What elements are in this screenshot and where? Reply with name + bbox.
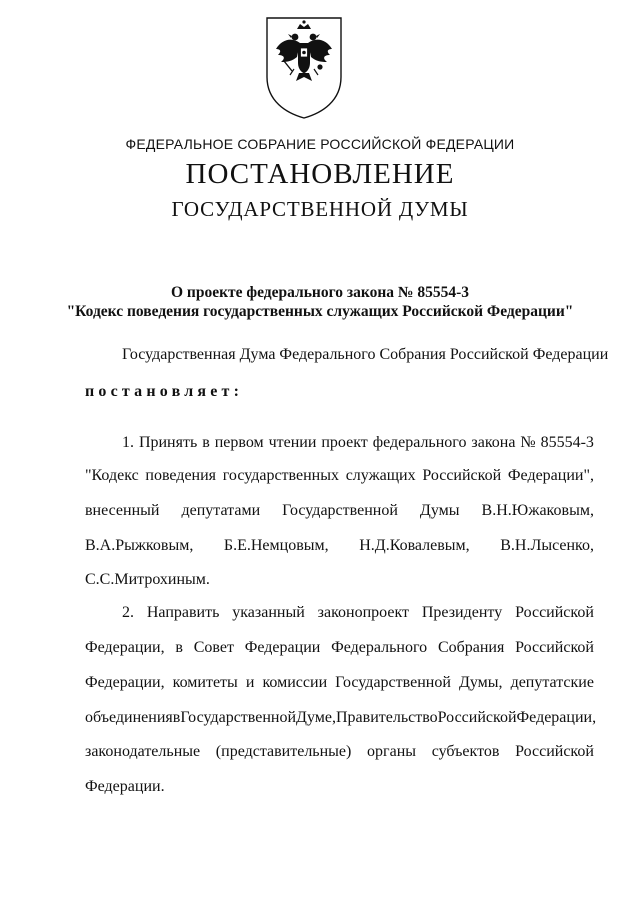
word: В.А.Рыжковым, [85,537,194,554]
word: Президенту [421,604,503,621]
word: государственных [222,467,339,484]
paragraph-2-line [85,709,597,727]
word: Федерального [331,639,428,656]
document-type: ПОСТАНОВЛЕНИЕ [185,158,455,190]
word: Российской [437,709,517,726]
word: Государственной [282,502,398,519]
word: В.Н.Лысенко, [500,537,594,554]
word: служащих [345,467,416,484]
word: Государственной [180,709,297,726]
word: депутатские [510,674,594,691]
word: закона [471,434,516,451]
word: законодательные [85,743,201,760]
paragraph-2-line: Федерации. [85,778,165,795]
word: Совет [193,639,234,656]
word: в [172,709,181,726]
word: депутатами [181,502,261,519]
word: Думы [419,502,460,519]
word: Российской [422,467,502,484]
word: в [202,434,210,451]
subject-line: О проекте федерального закона № 85554-3 [170,284,469,301]
paragraph-1-line [85,467,594,485]
word: № [520,434,536,451]
word: указанный [232,604,305,621]
word: 85554-3 [540,434,594,451]
word: В.Н.Южаковым, [481,502,594,519]
word: и [245,674,255,691]
paragraph-2-line [122,604,594,622]
word: субъектов [431,743,500,760]
preamble: Государственная Дума Федерального Собрания Российской Федерации [122,346,609,363]
word: Принять [138,434,198,451]
word: комитеты [172,674,238,691]
paragraph-1-line [85,502,594,520]
word: Н.Д.Ковалевым, [359,537,470,554]
word: Федерации, [85,639,165,656]
word: комиссии [262,674,328,691]
subject-line: "Кодекс поведения государственных служащих Российской Федерации" [66,303,574,320]
organization-title: ФЕДЕРАЛЬНОЕ СОБРАНИЕ РОССИЙСКОЙ ФЕДЕРАЦИИ [125,136,515,152]
word: Б.Е.Немцовым, [223,537,329,554]
word: Российской [515,743,594,760]
word: федерального [372,434,467,451]
paragraph-2-line [85,639,594,657]
paragraph-1-line [85,537,594,555]
paragraph-2-line [85,743,594,761]
paragraph-1-line [122,434,594,452]
coat-of-arms-icon [264,15,344,121]
word: в [175,639,183,656]
word: чтении [268,434,317,451]
word: Федерации, [85,674,165,691]
word: Государственной [335,674,451,691]
word: Правительство [335,709,438,726]
word: органы [367,743,417,760]
word: 1. [122,434,134,451]
word: Думы, [458,674,503,691]
word: (представительные) [215,743,352,760]
word: законопроект [317,604,409,621]
word: Российской [515,604,594,621]
word: "Кодекс [85,467,139,484]
word: первом [214,434,264,451]
word: Думе, [296,709,336,726]
paragraph-2-line [85,674,594,692]
word: Российской [515,639,594,656]
document-subject [0,283,640,321]
word: Федерации", [507,467,594,484]
word: 2. [122,604,134,621]
word: Федерации [244,639,321,656]
word: проект [321,434,368,451]
word: Собрания [437,639,505,656]
word: внесенный [85,502,160,519]
paragraph-1-line: С.С.Митрохиным. [85,571,210,588]
issuer-title: ГОСУДАРСТВЕННОЙ ДУМЫ [171,197,469,221]
resolves-heading: постановляет: [85,383,244,400]
word: Федерации, [516,709,597,726]
word: объединения [85,709,173,726]
word: поведения [145,467,217,484]
word: Направить [146,604,220,621]
